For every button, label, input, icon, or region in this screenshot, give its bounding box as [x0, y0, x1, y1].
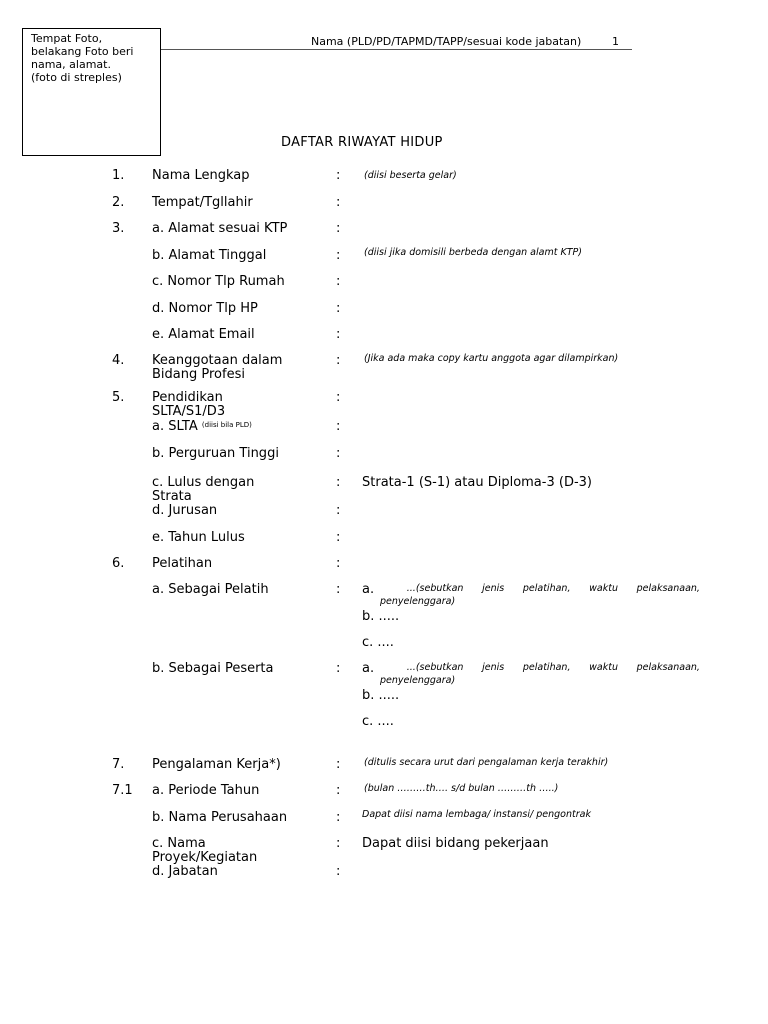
slta-superscript-note: (diisi bila PLD) — [201, 421, 252, 429]
field-note: (diisi beserta gelar) — [364, 170, 457, 181]
colon: : — [336, 248, 341, 263]
field-label-pendidikan: Pendidikan SLTA/S1/D3 — [152, 390, 226, 419]
row-number: 7. — [112, 757, 125, 772]
field-label-nama-perusahaan: b. Nama Perusahaan — [152, 810, 288, 825]
peserta-note-continued: penyelenggara) — [380, 675, 456, 686]
field-label-tlp-rumah: c. Nomor Tlp Rumah — [152, 274, 285, 289]
field-label-keanggotaan: Keanggotaan dalam Bidang Profesi — [152, 353, 283, 382]
slta-label-text: a. SLTA — [152, 419, 198, 434]
note-word: waktu — [589, 662, 618, 673]
field-label-pelatihan: Pelatihan — [152, 556, 213, 571]
colon: : — [336, 195, 341, 210]
field-value-bidang-pekerjaan: Dapat diisi bidang pekerjaan — [362, 836, 549, 851]
field-label-sebagai-pelatih: a. Sebagai Pelatih — [152, 582, 269, 597]
header-rule — [161, 49, 632, 50]
field-label-lulus-strata: c. Lulus dengan Strata — [152, 475, 255, 504]
colon: : — [336, 503, 341, 518]
header-name-text: Nama (PLD/PD/TAPMD/TAPP/sesuai kode jabatan) — [311, 35, 582, 48]
note-word: ...(sebutkan — [406, 583, 464, 594]
row-number: 1. — [112, 168, 125, 183]
photo-placeholder-box: Tempat Foto, belakang Foto beri nama, alamat. (foto di streples) — [22, 28, 161, 156]
colon: : — [336, 390, 341, 405]
row-number: 3. — [112, 221, 125, 236]
field-label-nama-lengkap: Nama Lengkap — [152, 168, 250, 183]
row-number: 2. — [112, 195, 125, 210]
peserta-line-b: b. ..... — [362, 688, 400, 703]
colon: : — [336, 582, 341, 597]
line-marker: a. — [362, 661, 375, 676]
field-label-email: e. Alamat Email — [152, 327, 255, 342]
row-number: 5. — [112, 390, 125, 405]
field-label-tahun-lulus: e. Tahun Lulus — [152, 530, 245, 545]
field-label-tempat-tgl-lahir: Tempat/Tgllahir — [152, 195, 253, 210]
pelatih-note-continued: penyelenggara) — [380, 596, 456, 607]
page-number: 1 — [612, 35, 619, 48]
colon: : — [336, 556, 341, 571]
line-marker: a. — [362, 582, 375, 597]
field-label-nama-proyek: c. Nama Proyek/Kegiatan — [152, 836, 258, 865]
field-note: Dapat diisi nama lembaga/ instansi/ pengontrak — [362, 809, 591, 820]
row-number: 4. — [112, 353, 125, 368]
colon: : — [336, 301, 341, 316]
field-label-periode-tahun: a. Periode Tahun — [152, 783, 260, 798]
field-value-strata: Strata-1 (S-1) atau Diploma-3 (D-3) — [362, 475, 592, 490]
note-word: jenis — [482, 662, 505, 673]
colon: : — [336, 475, 341, 490]
document-title: DAFTAR RIWAYAT HIDUP — [281, 135, 443, 150]
note-word: pelaksanaan, — [636, 662, 700, 673]
field-label-sebagai-peserta: b. Sebagai Peserta — [152, 661, 274, 676]
field-label-alamat-ktp: a. Alamat sesuai KTP — [152, 221, 288, 236]
pelatih-line-c: c. .... — [362, 635, 394, 650]
colon: : — [336, 757, 341, 772]
field-label-jabatan: d. Jabatan — [152, 864, 218, 879]
note-word: pelatihan, — [522, 583, 571, 594]
field-label-alamat-tinggal: b. Alamat Tinggal — [152, 248, 267, 263]
field-note: (bulan ………th…. s/d bulan ………th …..) — [364, 783, 559, 794]
colon: : — [336, 221, 341, 236]
colon: : — [336, 661, 341, 676]
note-word: waktu — [589, 583, 618, 594]
note-word: pelatihan, — [522, 662, 571, 673]
colon: : — [336, 864, 341, 879]
row-number: 6. — [112, 556, 125, 571]
colon: : — [336, 836, 341, 851]
colon: : — [336, 353, 341, 368]
peserta-line-c: c. .... — [362, 714, 394, 729]
colon: : — [336, 274, 341, 289]
header-name-code — [311, 35, 581, 48]
field-label-jurusan: d. Jurusan — [152, 503, 218, 518]
colon: : — [336, 419, 341, 434]
row-number: 7.1 — [112, 783, 133, 798]
peserta-line-a — [362, 662, 700, 676]
colon: : — [336, 810, 341, 825]
note-word: jenis — [482, 583, 505, 594]
field-label-perguruan-tinggi: b. Perguruan Tinggi — [152, 446, 279, 461]
colon: : — [336, 446, 341, 461]
field-note: (ditulis secara urut dari pengalaman kerja terakhir) — [364, 757, 609, 768]
colon: : — [336, 327, 341, 342]
colon: : — [336, 530, 341, 545]
note-word: ...(sebutkan — [406, 662, 464, 673]
field-label-tlp-hp: d. Nomor Tlp HP — [152, 301, 258, 316]
field-note: (diisi jika domisili berbeda dengan alamt KTP) — [364, 247, 582, 258]
field-label-pengalaman-kerja: Pengalaman Kerja*) — [152, 757, 281, 772]
note-word: pelaksanaan, — [636, 583, 700, 594]
pelatih-line-b: b. ..... — [362, 609, 400, 624]
pelatih-line-a — [362, 583, 700, 597]
colon: : — [336, 168, 341, 183]
field-label-slta — [152, 420, 332, 434]
field-note: (Jika ada maka copy kartu anggota agar dilampirkan) — [364, 353, 619, 364]
colon: : — [336, 783, 341, 798]
